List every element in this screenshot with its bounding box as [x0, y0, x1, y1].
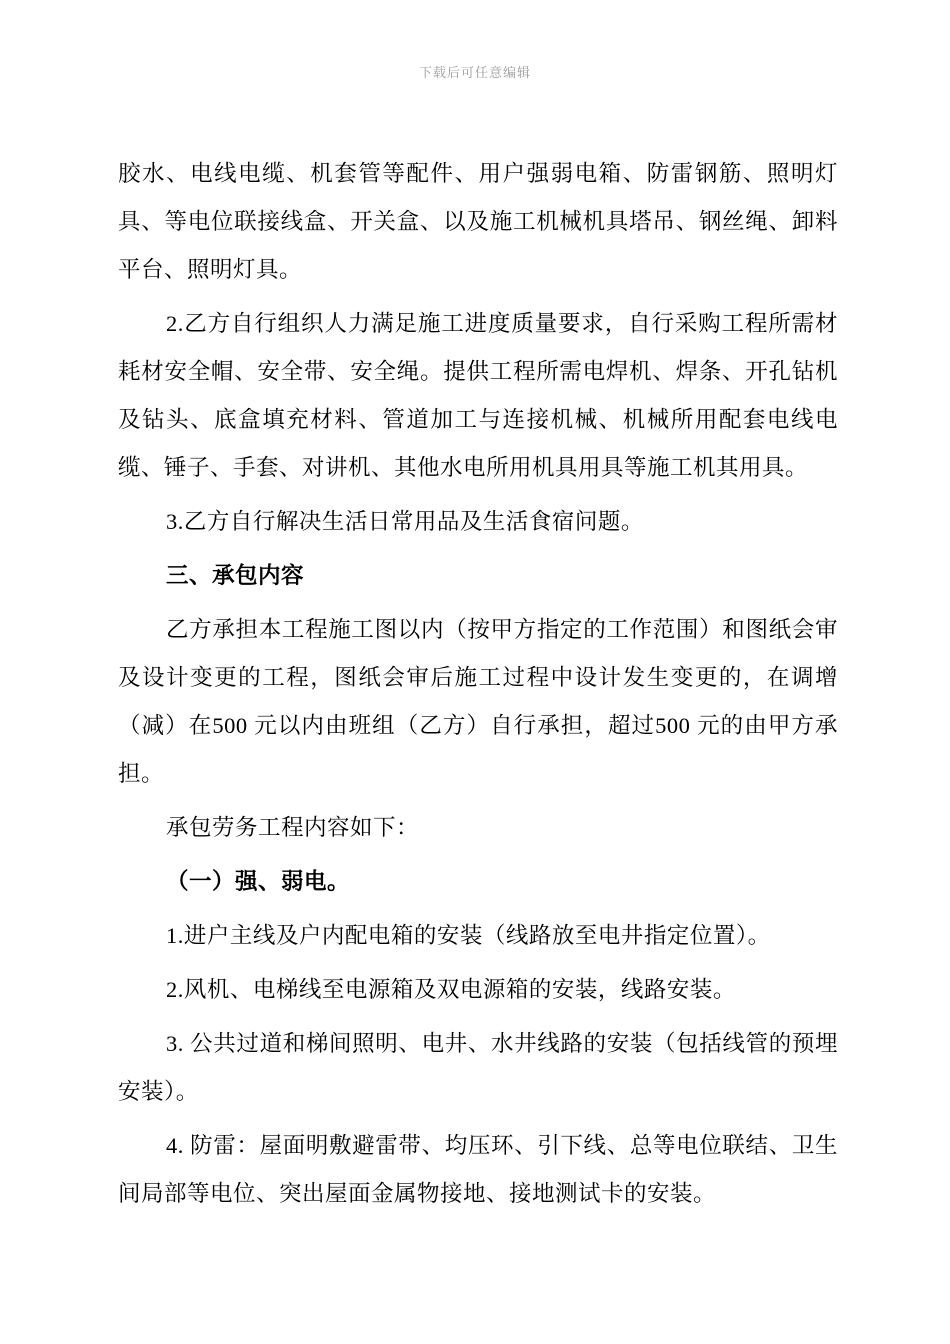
heading-section-three: 三、承包内容 [166, 563, 305, 588]
paragraph-sub-item-4: 4. 防雷：屋面明敷避雷带、均压环、引下线、总等电位联结、卫生间局部等电位、突出屋面金属物接地、接地测试卡的安装。 [118, 1133, 838, 1206]
paragraph-materials-continued: 胶水、电线电缆、机套管等配件、用户强弱电箱、防雷钢筋、照明灯具、等电位联接线盒、开关盒、以及施工机械机具塔吊、钢丝绳、卸料平台、照明灯具。 [118, 161, 838, 282]
paragraph-scope-intro: 乙方承担本工程施工图以内（按甲方指定的工作范围）和图纸会审及设计变更的工程，图纸会审后施工过程中设计发生变更的，在调增（减）在500 元以内由班组（乙方）自行承担，超过500 元的由甲方承担。 [118, 617, 838, 786]
paragraph-item-2: 2.乙方自行组织人力满足施工进度质量要求，自行采购工程所需材耗材安全帽、安全带、安全绳。提供工程所需电焊机、焊条、开孔钻机及钻头、底盒填充材料、管道加工与连接机械、机械所用配套电线电缆、锤子、手套、对讲机、其他水电所用机具用具等施工机其用具。 [118, 311, 838, 480]
watermark-text: 下载后可任意编辑 [418, 65, 531, 80]
document-body [118, 150, 838, 1224]
paragraph-scope-list-lead: 承包劳务工程内容如下： [166, 815, 420, 840]
paragraph-sub-item-1: 1.进户主线及户内配电箱的安装（线路放至电井指定位置）。 [166, 923, 771, 948]
paragraph-sub-item-2: 2.风机、电梯线至电源箱及双电源箱的安装，线路安装。 [166, 977, 736, 1002]
heading-sub-one-power: （一）强、弱电。 [166, 869, 351, 894]
paragraph-sub-item-3: 3. 公共过道和梯间照明、电井、水井线路的安装（包括线管的预埋安装）。 [118, 1031, 838, 1104]
paragraph-item-3: 3.乙方自行解决生活日常用品及生活食宿问题。 [166, 509, 644, 534]
